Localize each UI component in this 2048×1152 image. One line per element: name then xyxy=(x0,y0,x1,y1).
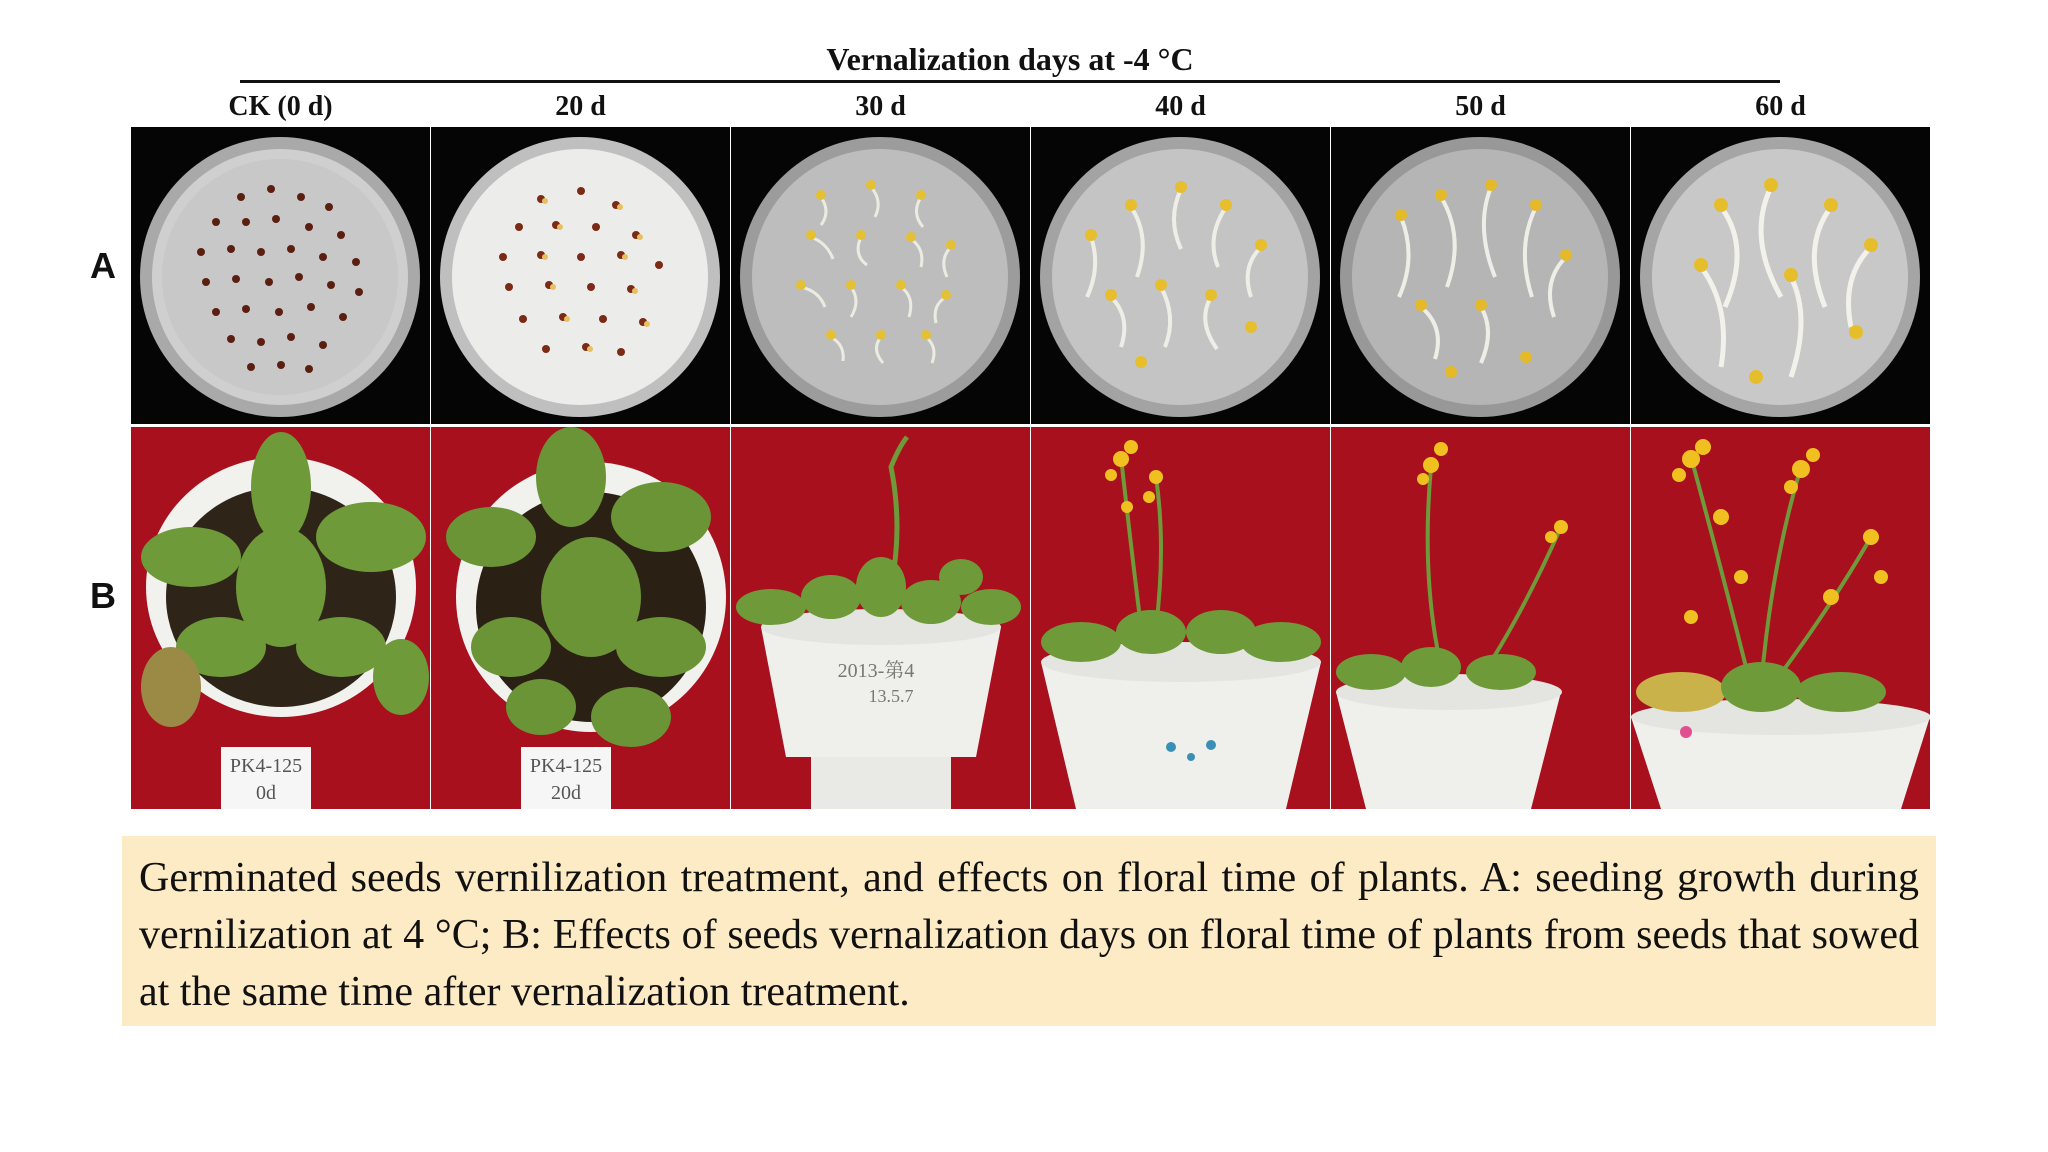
panel-a-60d xyxy=(1631,127,1930,424)
pot-label-line1: PK4-125 xyxy=(229,755,303,777)
column-label-20d: 20 d xyxy=(555,91,606,122)
flowering-plant-image xyxy=(1031,427,1330,809)
panel-a-50d xyxy=(1331,127,1630,424)
panel-b-30d xyxy=(731,427,1030,809)
row-label-a: A xyxy=(90,245,116,286)
panel-a-30d xyxy=(731,127,1030,424)
flowering-plant-image xyxy=(1631,427,1930,809)
rosette-plant-image xyxy=(131,427,430,809)
figure-header: Vernalization days at -4 °C xyxy=(240,38,1780,83)
panel-b-ck xyxy=(131,427,430,809)
petri-dish-seedlings-image xyxy=(1331,127,1630,424)
column-label-ck: CK (0 d) xyxy=(228,91,333,122)
row-label-b: B xyxy=(90,575,116,616)
panel-b-60d xyxy=(1631,427,1930,809)
petri-dish-seeds-image xyxy=(131,127,430,424)
pot-label-line2: 13.5.7 xyxy=(868,686,914,706)
column-label-60d: 60 d xyxy=(1755,91,1806,122)
panel-a-ck xyxy=(131,127,430,424)
column-label-40d: 40 d xyxy=(1155,91,1206,122)
bolting-plant-image xyxy=(731,427,1030,809)
panel-b-20d xyxy=(431,427,730,809)
pot-label-line2: 20d xyxy=(551,782,581,804)
figure-caption xyxy=(122,836,1936,1026)
column-label-30d: 30 d xyxy=(855,91,906,122)
column-label-50d: 50 d xyxy=(1455,91,1506,122)
pot-label-line2: 0d xyxy=(256,782,276,804)
flowering-plant-image xyxy=(1331,427,1630,809)
petri-dish-seedlings-image xyxy=(731,127,1030,424)
rosette-plant-image xyxy=(431,427,730,809)
panel-b-40d xyxy=(1031,427,1330,809)
pot-label-line1: PK4-125 xyxy=(529,755,603,777)
pot-label-line1: 2013-第4 xyxy=(837,660,915,682)
caption-text: Germinated seeds vernilization treatment, and effects on floral time of plants. A: seeding growth during vernilization at 4 °C; B: Effects of seeds vernalization days on floral time of plants from seeds that sowed at the same time after vernalization treatment. xyxy=(139,855,1919,1015)
figure-grid xyxy=(131,127,1930,809)
panel-a-40d xyxy=(1031,127,1330,424)
petri-dish-seeds-image xyxy=(431,127,730,424)
petri-dish-seedlings-image xyxy=(1631,127,1930,424)
petri-dish-seedlings-image xyxy=(1031,127,1330,424)
panel-a-20d xyxy=(431,127,730,424)
panel-b-50d xyxy=(1331,427,1630,809)
